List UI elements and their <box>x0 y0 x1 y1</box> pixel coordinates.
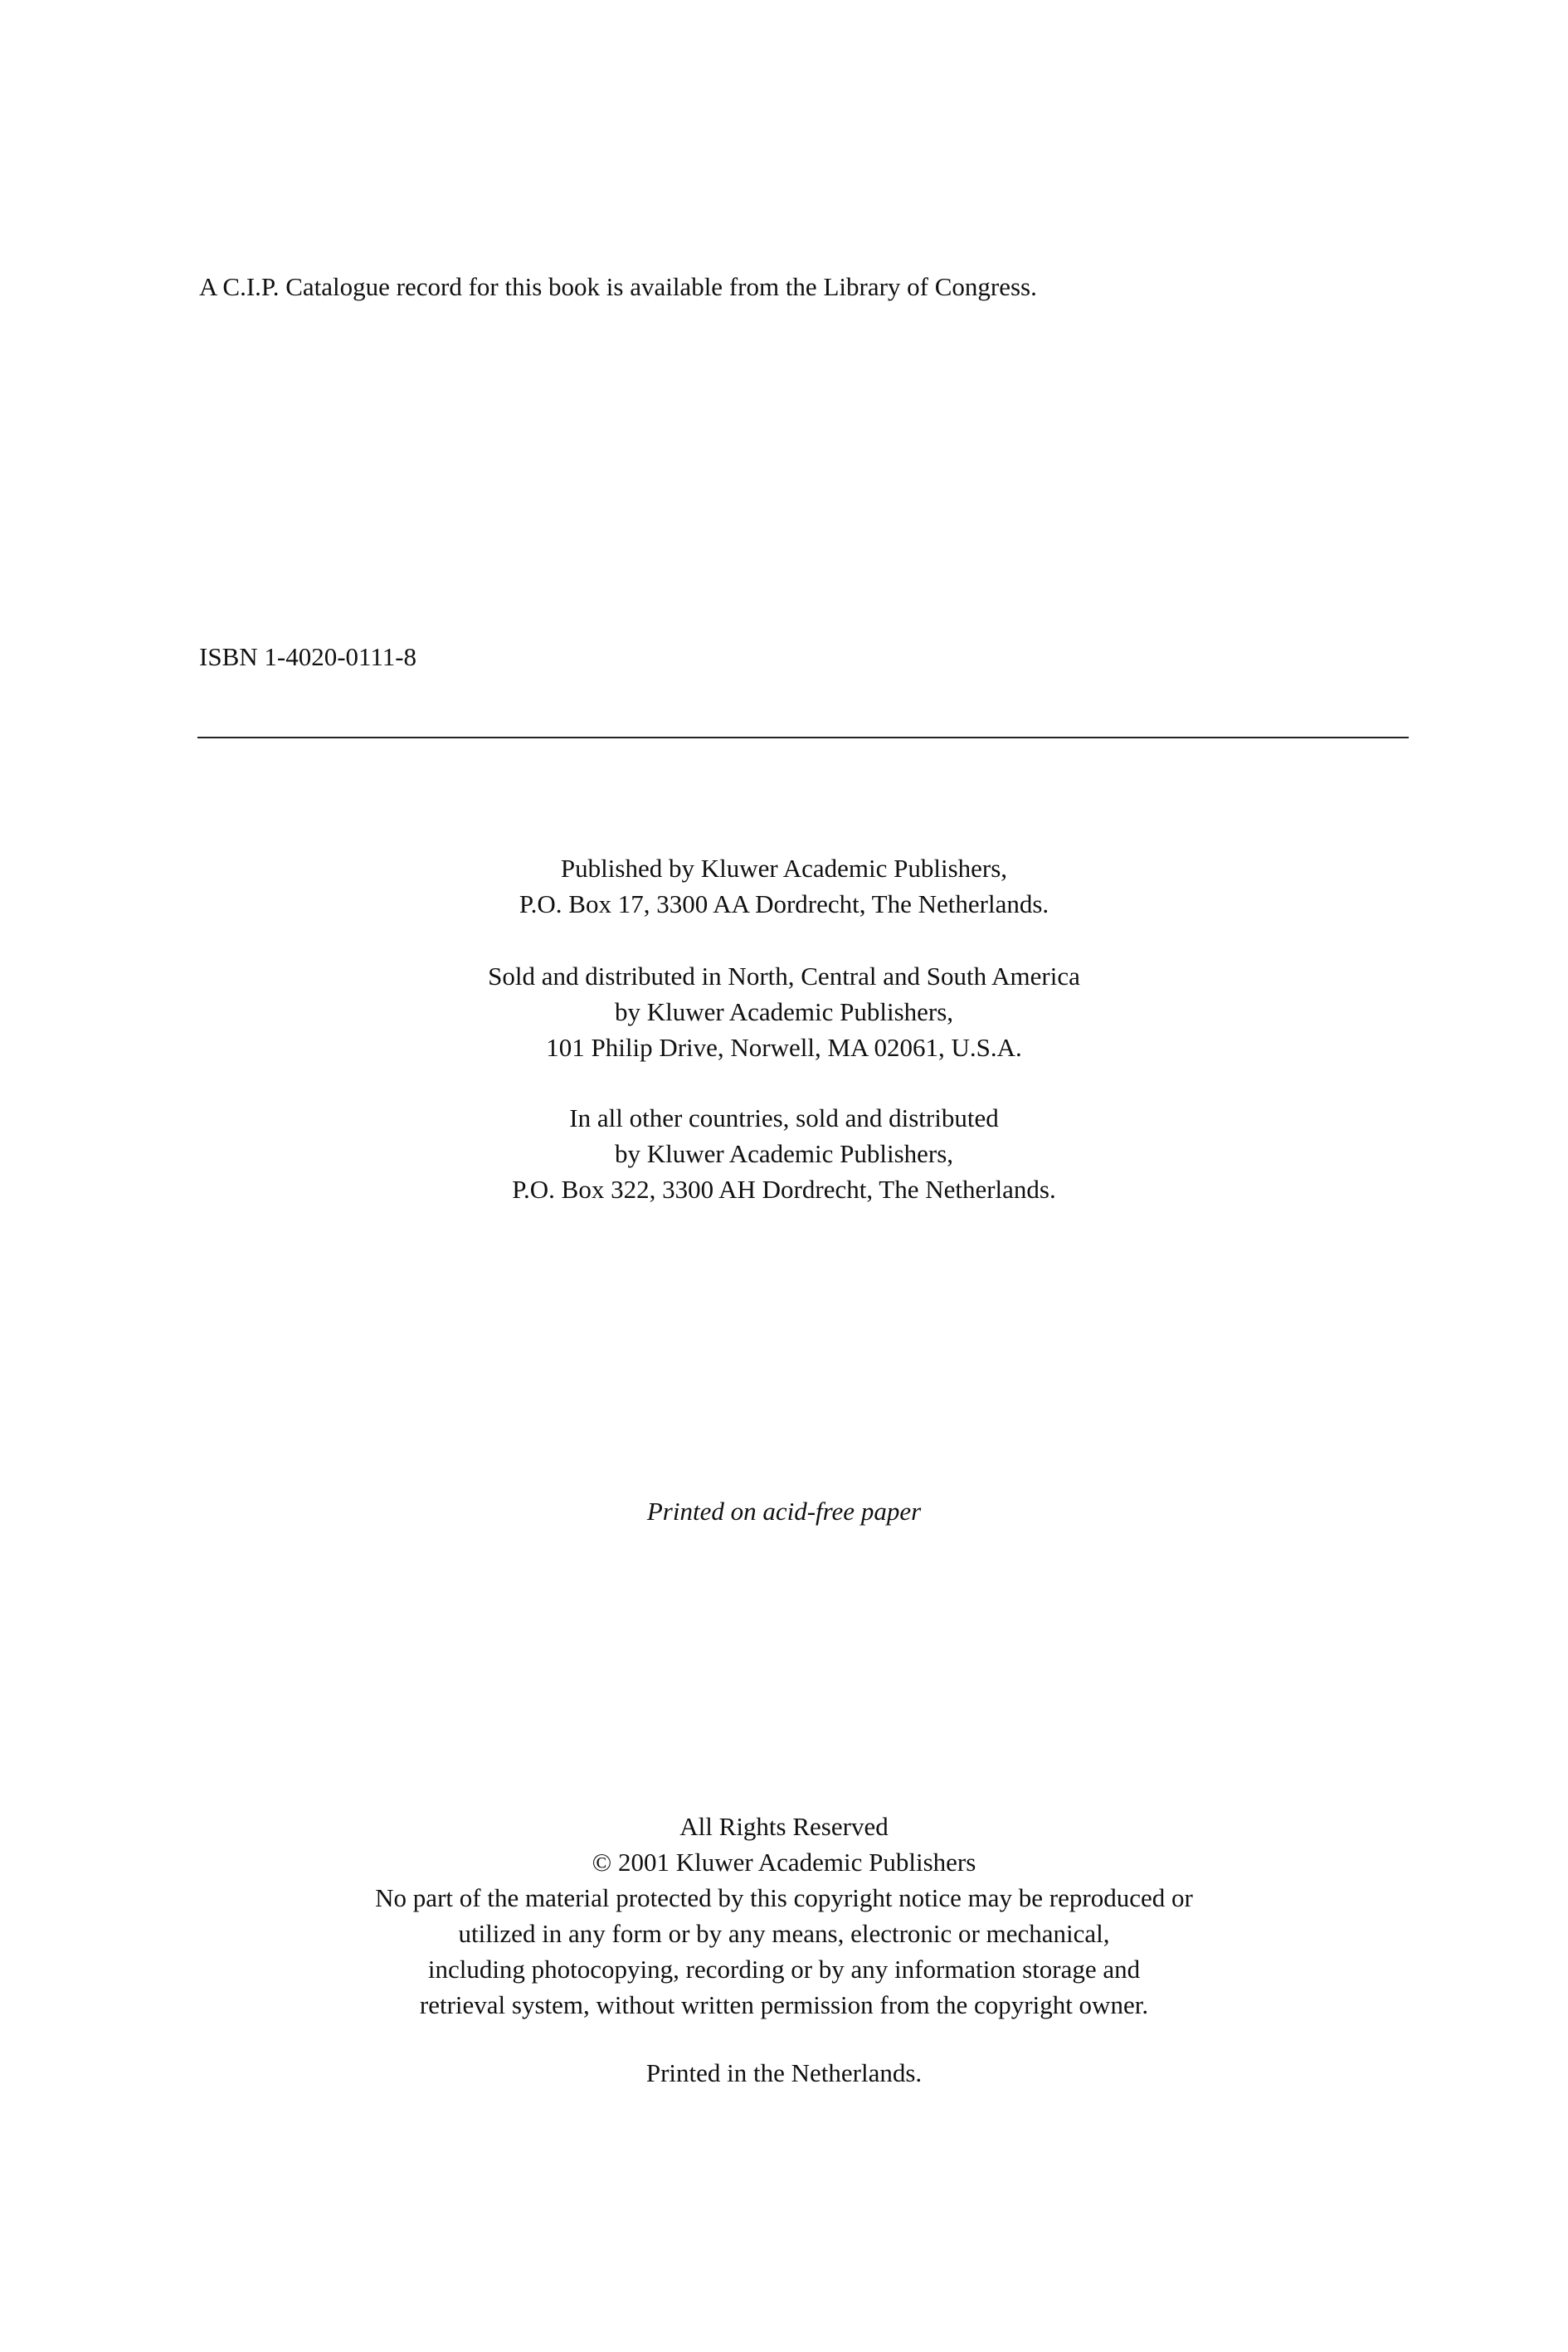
rights-line: All Rights Reserved <box>679 1812 889 1841</box>
other-countries-block <box>0 1100 1568 1207</box>
other-countries-line: P.O. Box 322, 3300 AH Dordrecht, The Netherlands. <box>512 1175 1056 1204</box>
americas-line: by Kluwer Academic Publishers, <box>614 997 954 1026</box>
americas-line: Sold and distributed in North, Central and South America <box>488 962 1080 991</box>
divider-rule <box>197 737 1409 738</box>
rights-line: including photocopying, recording or by any information storage and <box>427 1955 1141 1984</box>
acid-free-paper-note <box>0 1493 1568 1529</box>
americas-line: 101 Philip Drive, Norwell, MA 02061, U.S.A. <box>546 1033 1022 1062</box>
isbn: ISBN 1-4020-0111-8 <box>199 642 417 671</box>
publisher-block <box>0 850 1568 922</box>
rights-line: utilized in any form or by any means, electronic or mechanical, <box>458 1919 1110 1948</box>
rights-block <box>0 1809 1568 2023</box>
printed-in-block <box>0 2055 1568 2091</box>
publisher-line: Published by Kluwer Academic Publishers, <box>560 854 1008 883</box>
acid-free-paper-text: Printed on acid-free paper <box>646 1497 922 1526</box>
publisher-line: P.O. Box 17, 3300 AA Dordrecht, The Netherlands. <box>519 889 1049 918</box>
other-countries-line: by Kluwer Academic Publishers, <box>614 1139 954 1168</box>
rights-line: retrieval system, without written permission from the copyright owner. <box>419 1990 1149 2019</box>
rights-line: No part of the material protected by this copyright notice may be reproduced or <box>375 1883 1193 1912</box>
other-countries-line: In all other countries, sold and distributed <box>569 1103 999 1132</box>
cip-notice: A C.I.P. Catalogue record for this book is available from the Library of Congress. <box>199 272 1037 301</box>
printed-in-text: Printed in the Netherlands. <box>645 2058 923 2087</box>
americas-distribution-block <box>0 958 1568 1065</box>
copyright-line: © 2001 Kluwer Academic Publishers <box>592 1848 976 1877</box>
